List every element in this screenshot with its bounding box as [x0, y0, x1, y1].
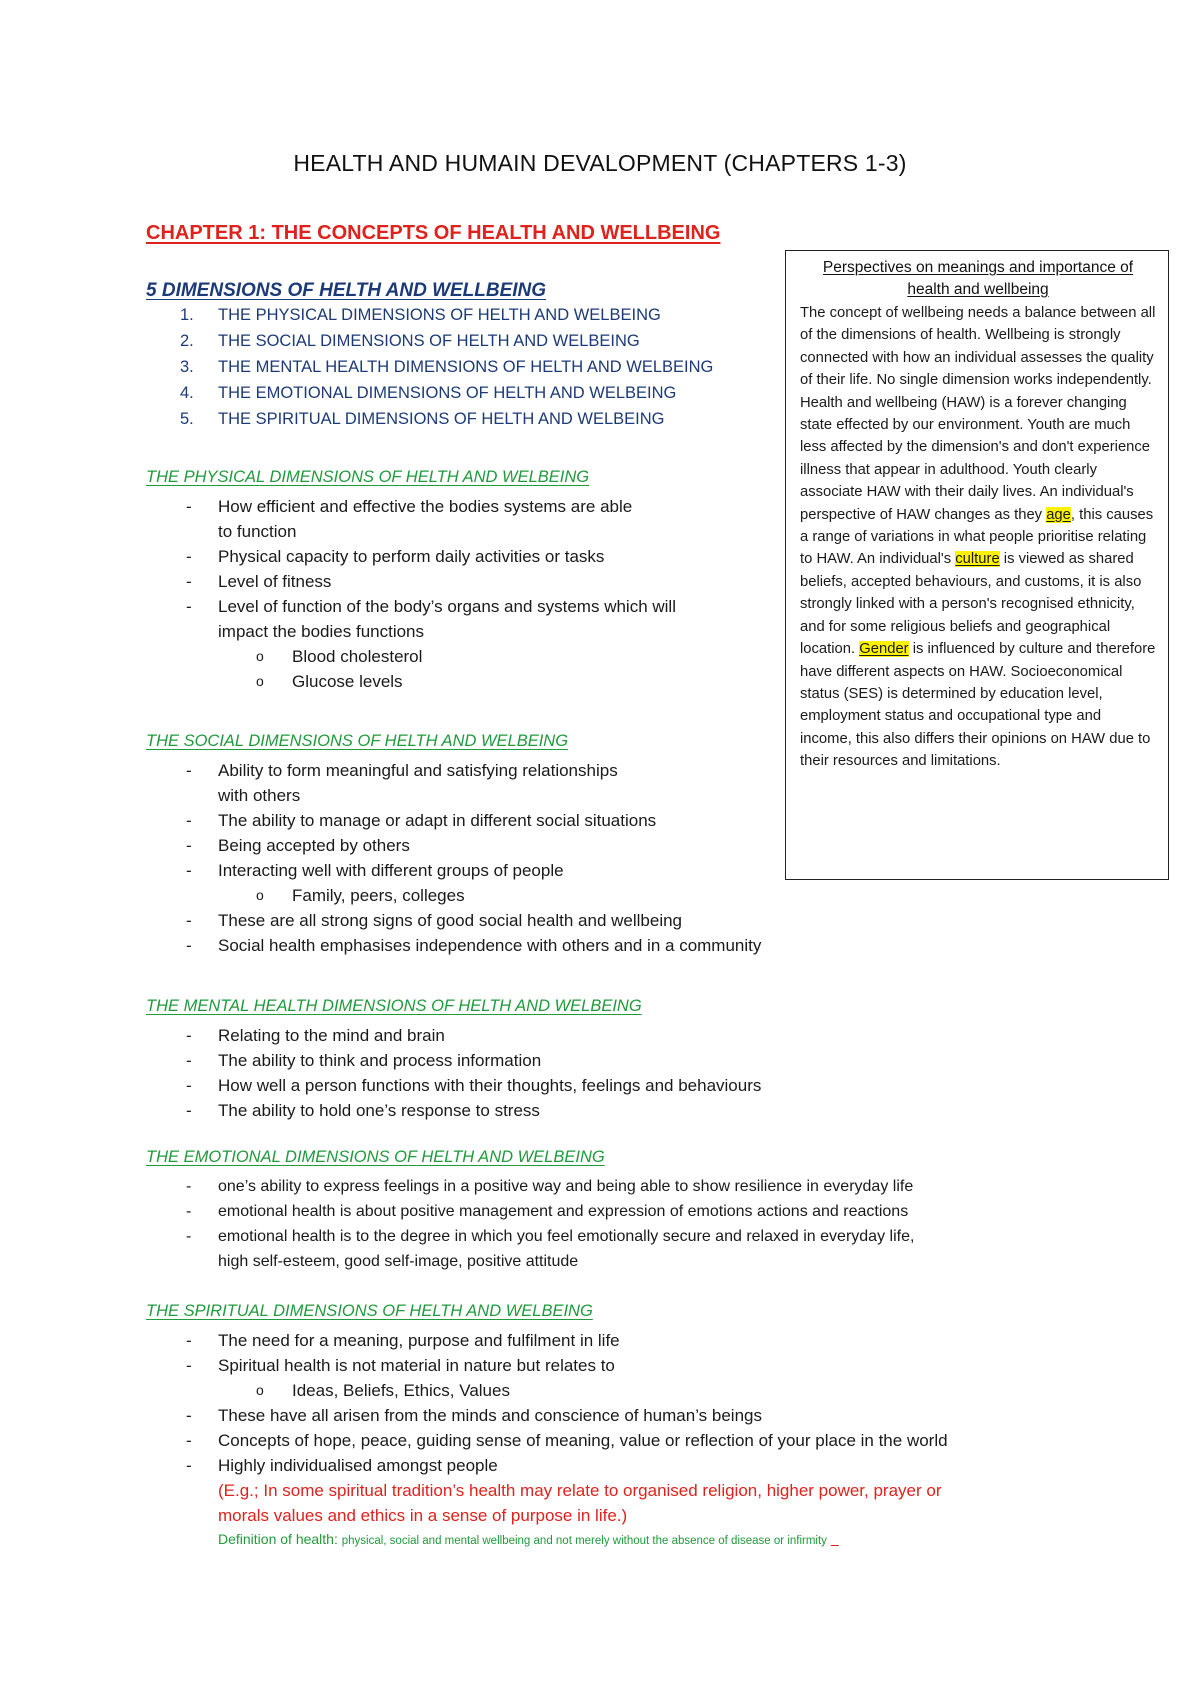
dimension-item: 1. THE PHYSICAL DIMENSIONS OF HELTH AND WELBEING — [180, 306, 661, 324]
definition-label: Definition of health: — [218, 1531, 338, 1547]
list-item: - Interacting well with different groups of people — [146, 858, 761, 883]
definition-of-health — [146, 1528, 948, 1552]
list-item: - Spiritual health is not material in nature but relates to — [146, 1353, 948, 1378]
definition-text: physical, social and mental wellbeing and not merely without the absence of disease or infirmity — [341, 1535, 827, 1547]
list-item: - The ability to hold one’s response to stress — [146, 1098, 761, 1123]
list-item: - emotional health is to the degree in which you feel emotionally secure and relaxed in everyday life, — [146, 1224, 914, 1249]
perspectives-text-box — [785, 250, 1169, 880]
section-heading: THE SPIRITUAL DIMENSIONS OF HELTH AND WELBEING — [146, 1302, 593, 1320]
sub-list-item: o Glucose levels — [146, 669, 676, 694]
list-item: - Level of fitness — [146, 569, 676, 594]
sub-list-item: o Blood cholesterol — [146, 644, 676, 669]
list-item: - These have all arisen from the minds and conscience of human’s beings — [146, 1403, 948, 1428]
highlight-age: age — [1046, 506, 1071, 523]
section-mental — [146, 997, 761, 1123]
document-title: HEALTH AND HUMAIN DEVALOPMENT (CHAPTERS 1-3) — [293, 150, 907, 176]
list-item-continuation: impact the bodies functions — [218, 622, 425, 641]
bullet-list — [146, 1174, 914, 1274]
list-item: - Social health emphasises independence with others and in a community — [146, 933, 761, 958]
bullet-list — [146, 494, 676, 694]
list-item-continuation: with others — [218, 786, 301, 805]
list-item-continuation: to function — [218, 522, 297, 541]
section-physical — [146, 468, 676, 694]
section-heading: THE PHYSICAL DIMENSIONS OF HELTH AND WELBEING — [146, 468, 590, 486]
list-item: - emotional health is about positive management and expression of emotions actions and reactions — [146, 1199, 914, 1224]
section-heading: THE SOCIAL DIMENSIONS OF HELTH AND WELBEING — [146, 732, 569, 750]
highlight-gender: Gender — [859, 641, 909, 658]
highlight-culture: culture — [955, 551, 1000, 568]
dimension-item: 3. THE MENTAL HEALTH DIMENSIONS OF HELTH AND WELBEING — [180, 358, 714, 376]
section-heading: THE EMOTIONAL DIMENSIONS OF HELTH AND WELBEING — [146, 1148, 605, 1166]
list-item: - The need for a meaning, purpose and fulfilment in life — [146, 1328, 948, 1353]
dimension-item: 4. THE EMOTIONAL DIMENSIONS OF HELTH AND WELBEING — [180, 384, 677, 402]
list-item: - How efficient and effective the bodies systems are able — [146, 494, 676, 519]
section-spiritual — [146, 1302, 948, 1552]
sub-list-item: o Family, peers, colleges — [146, 883, 761, 908]
bullet-list — [146, 1023, 761, 1123]
section-social — [146, 732, 761, 958]
text-box-body: The concept of wellbeing needs a balance between all of the dimensions of health. Wellbeing is strongly connected with how an individual assesses the quality of their life. No single dimension works independently. Health and wellbeing (HAW) is a forever changing state effected by our environment. Youth are much less affected by the dimension's and don't experience illness that appear in adulthood. Youth clearly associate HAW with their daily lives. An individual's perspective of HAW changes as they age, this causes a range of variations in what people prioritise relating to HAW. An individual's culture is viewed as shared beliefs, accepted behaviours, and customs, it is also strongly linked with a person's recognised ethnicity, and for some religious beliefs and geographical location. Gender is influenced by culture and therefore have different aspects on HAW. Socioeconomical status (SES) is determined by education level, employment status and occupational type and income, this also differs their opinions on HAW due to their resources and limitations. — [800, 305, 1156, 770]
chapter-heading: CHAPTER 1: THE CONCEPTS OF HEALTH AND WELLBEING — [146, 222, 721, 244]
list-item: - one’s ability to express feelings in a positive way and being able to show resilience in everyday life — [146, 1174, 914, 1199]
text-cursor-mark: _ — [830, 1531, 839, 1547]
list-item: - Ability to form meaningful and satisfying relationships — [146, 758, 761, 783]
list-item: - Level of function of the body’s organs and systems which will — [146, 594, 676, 619]
list-item: - Concepts of hope, peace, guiding sense of meaning, value or reflection of your place in the world — [146, 1428, 948, 1453]
list-item: - How well a person functions with their thoughts, feelings and behaviours — [146, 1073, 761, 1098]
sub-list-item: o Ideas, Beliefs, Ethics, Values — [146, 1378, 948, 1403]
list-item: - The ability to think and process information — [146, 1048, 761, 1073]
list-item: - Physical capacity to perform daily activities or tasks — [146, 544, 676, 569]
list-item: - Being accepted by others — [146, 833, 761, 858]
dimension-item: 2. THE SOCIAL DIMENSIONS OF HELTH AND WELBEING — [180, 332, 640, 350]
list-item: - Highly individualised amongst people — [146, 1453, 948, 1478]
list-item: - These are all strong signs of good social health and wellbeing — [146, 908, 761, 933]
bullet-list — [146, 1328, 948, 1552]
bullet-list — [146, 758, 761, 958]
list-item: - Relating to the mind and brain — [146, 1023, 761, 1048]
dimensions-heading: 5 DIMENSIONS OF HELTH AND WELLBEING — [146, 280, 547, 301]
list-item: - The ability to manage or adapt in different social situations — [146, 808, 761, 833]
example-note: (E.g.; In some spiritual tradition’s health may relate to organised religion, higher power, prayer or — [218, 1481, 942, 1500]
section-emotional — [146, 1148, 914, 1274]
dimensions-list — [180, 306, 713, 436]
example-note: morals values and ethics in a sense of purpose in life.) — [218, 1506, 628, 1525]
section-heading: THE MENTAL HEALTH DIMENSIONS OF HELTH AND WELBEING — [146, 997, 642, 1015]
dimension-item: 5. THE SPIRITUAL DIMENSIONS OF HELTH AND WELBEING — [180, 410, 665, 428]
text-box-title: Perspectives on meanings and importance of health and wellbeing — [822, 259, 1134, 298]
list-item-continuation: high self-esteem, good self-image, positive attitude — [218, 1253, 579, 1270]
